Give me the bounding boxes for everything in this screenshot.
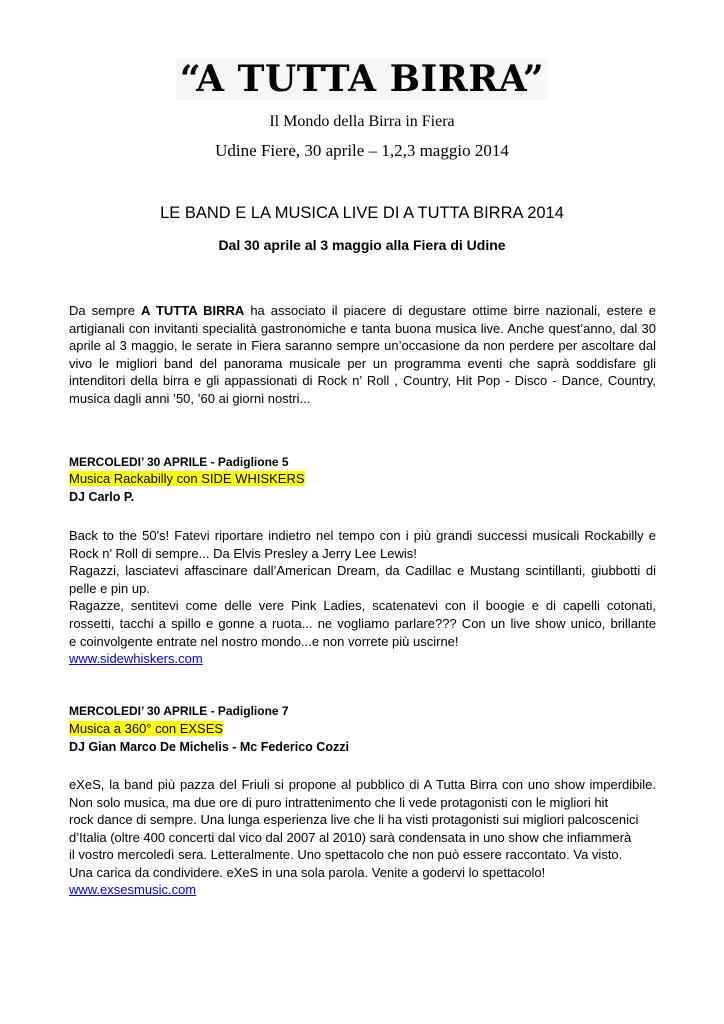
event-2-line: eXeS, la band più pazza del Friuli si propone al pubblico di A Tutta Birra con uno show imperdibile. [69,777,656,792]
event-2-line: il vostro mercoledì sera. Letteralmente. Uno spettacolo che non può essere raccontato. Va visto. [69,847,623,863]
event-1-line: Rock n' Roll di sempre... Da Elvis Presley a Jerry Lee Lewis! [69,545,417,561]
event-1-description [69,527,656,650]
main-heading: LE BAND E LA MUSICA LIVE DI A TUTTA BIRRA 2014 [160,204,564,222]
event-1-line: Ragazzi, lasciatevi affascinare dall’American Dream, da Cadillac e Mustang scintillanti, giubbotti di [69,563,656,579]
event-1-day: MERCOLEDI’ 30 APRILE - Padiglione 5 [69,455,289,469]
event-2-website-link[interactable]: www.exsesmusic.com [69,882,197,897]
event-1-line: Back to the 50's! Fatevi riportare indietro nel tempo con i più grandi successi musicali Rockabilly e [69,528,656,543]
event-1-band: Musica Rackabilly con SIDE WHISKERS [69,471,305,486]
event-2-line: Una carica da condividere. eXeS in una sola parola. Venite a godervi lo spettacolo! [69,864,546,880]
event-2-day: MERCOLEDI’ 30 APRILE - Padiglione 7 [69,704,289,718]
event-2-description [69,776,656,882]
sub-heading: Dal 30 aprile al 3 maggio alla Fiera di Udine [218,237,506,253]
event-1-line: pelle e pin up. [69,580,150,596]
event-1-line: Ragazze, sentitevi come delle vere Pink Ladies, scatenatevi con il boogie e di capelli cotonati, [69,598,656,614]
intro-bold-name: A TUTTA BIRRA [141,303,245,318]
document-title: “A TUTTA BIRRA” [0,58,724,100]
event-2-dj: DJ Gian Marco De Michelis - Mc Federico Cozzi [69,740,349,754]
event-2-line: d’Italia (oltre 400 concerti dal vico dal 2007 al 2010) sarà condensata in uno show che infiammerà [69,829,632,845]
event-2-band: Musica a 360° con EXSES [69,721,224,736]
event-2-line: rock dance di sempre. Una lunga esperienza live che li ha visti protagonisti sui migliori palcoscenici [69,812,639,828]
document-subtitle: Il Mondo della Birra in Fiera [269,113,455,130]
event-1-website-link[interactable]: www.sidewhiskers.com [69,651,203,666]
intro-paragraph: Da sempre A TUTTA BIRRA ha associato il piacere di degustare ottime birre nazionali, estere e artigianali con invitanti specialità gastronomiche e tanta buona musica live. Anche quest’anno, dal 30 aprile al 3 maggio, le serate in Fiera saranno sempre un’occasione da non perdere per ascoltare dal vivo le migliori band del panorama musicale per un programma eventi che saprà soddisfare gli intenditori della birra e gli appassionati di Rock n’ Roll , Country, Hit Pop - Disco - Dance, Country, musica dagli anni ’50, ’60 ai giorni nostri... [69,303,656,406]
event-1-line: rossetti, tacchi a spillo e gonne a ruota... ne vogliamo parlare??? Con un live show unico, brillante [69,615,656,631]
event-dates: Udine Fiere, 30 aprile – 1,2,3 maggio 2014 [215,141,509,160]
event-1-dj: DJ Carlo P. [69,490,135,504]
event-2-line: Non solo musica, ma due ore di puro intrattenimento che li vede protagonisti con le migliori hit [69,794,609,810]
event-1-line: e coinvolgente entrate nel nostro mondo...e non vorrete più uscirne! [69,633,459,649]
